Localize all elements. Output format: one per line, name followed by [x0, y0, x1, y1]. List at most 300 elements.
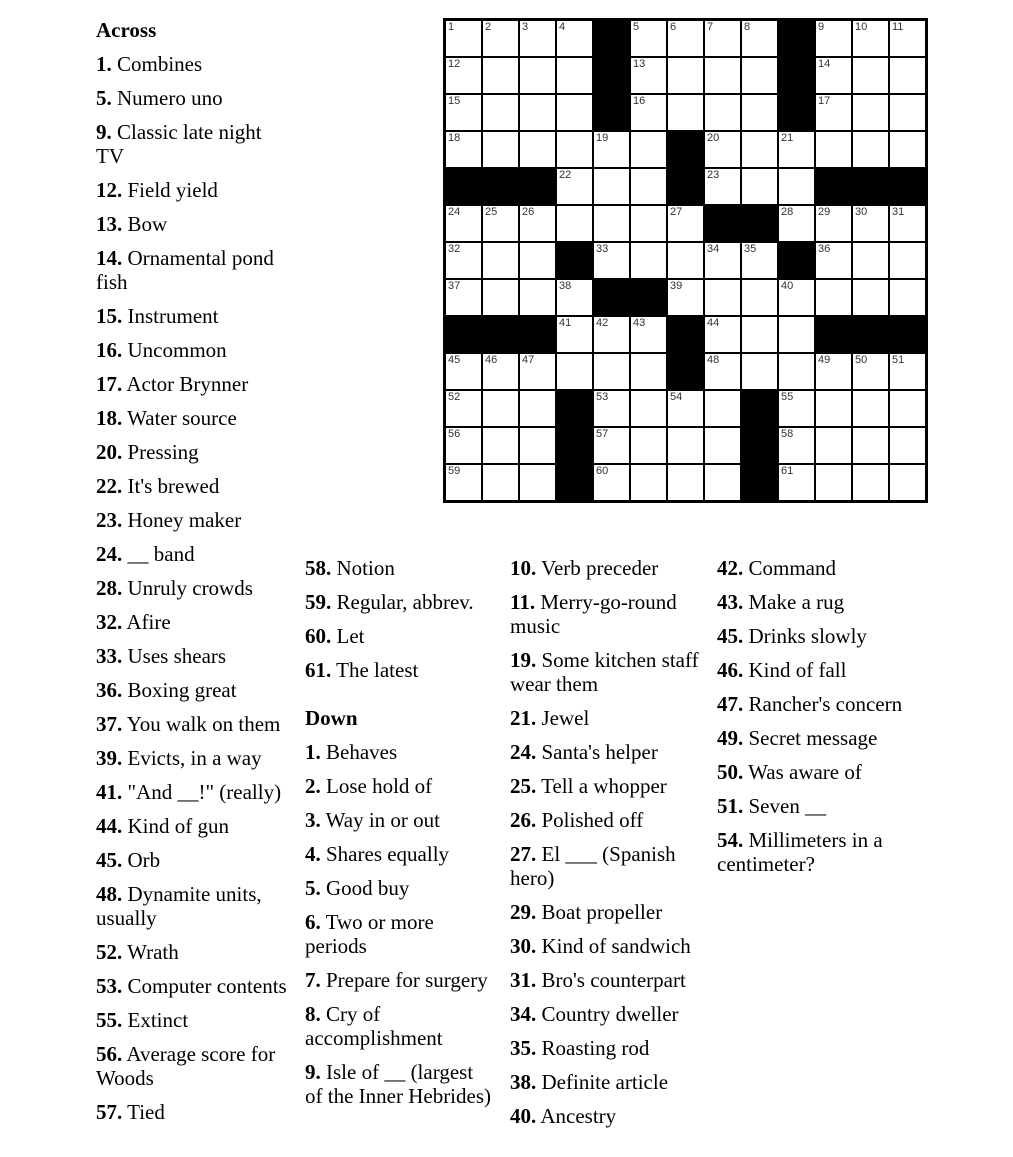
- cell-number: 51: [892, 354, 905, 366]
- grid-cell[interactable]: [556, 353, 593, 390]
- grid-cell[interactable]: [630, 464, 667, 501]
- grid-cell[interactable]: [519, 427, 556, 464]
- grid-cell[interactable]: [704, 464, 741, 501]
- across-clue-list: [96, 52, 293, 1124]
- grid-cell[interactable]: [519, 353, 556, 390]
- clue-number: 12.: [96, 178, 123, 202]
- clue-number: 60.: [305, 624, 332, 648]
- clue-across-61: 61. The latest: [305, 658, 419, 682]
- cell-number: 12: [448, 58, 461, 70]
- grid-cell-black: [815, 168, 852, 205]
- grid-cell[interactable]: [593, 464, 630, 501]
- clue-across-45: 45. Orb: [96, 848, 161, 872]
- grid-cell[interactable]: [482, 94, 519, 131]
- grid-cell[interactable]: [593, 427, 630, 464]
- grid-cell[interactable]: [556, 20, 593, 57]
- grid-cell[interactable]: [593, 242, 630, 279]
- clue-number: 9.: [305, 1060, 321, 1084]
- clue-number: 28.: [96, 576, 123, 600]
- grid-cell[interactable]: [852, 464, 889, 501]
- grid-cell[interactable]: [889, 242, 926, 279]
- grid-cell[interactable]: [519, 131, 556, 168]
- grid-cell[interactable]: [630, 353, 667, 390]
- clue-across-56: 56. Average score for Woods: [96, 1042, 276, 1090]
- cell-number: 57: [596, 428, 609, 440]
- clue-down-19: 19. Some kitchen staff wear them: [510, 648, 699, 696]
- grid-cell[interactable]: [704, 57, 741, 94]
- clue-column-mixed: [305, 556, 495, 1118]
- cell-number: 60: [596, 465, 609, 477]
- cell-number: 1: [448, 21, 455, 33]
- clue-number: 45.: [96, 848, 123, 872]
- grid-cell[interactable]: [815, 94, 852, 131]
- grid-cell-black: [667, 131, 704, 168]
- cell-number: 27: [670, 206, 683, 218]
- clue-down-27: 27. El ___ (Spanish hero): [510, 842, 676, 890]
- grid-cell[interactable]: [889, 390, 926, 427]
- cell-number: 8: [744, 21, 751, 33]
- cell-number: 13: [633, 58, 646, 70]
- grid-cell[interactable]: [556, 168, 593, 205]
- grid-cell[interactable]: [704, 94, 741, 131]
- grid-cell[interactable]: [519, 279, 556, 316]
- clue-number: 54.: [717, 828, 744, 852]
- grid-cell[interactable]: [482, 57, 519, 94]
- grid-cell[interactable]: [519, 205, 556, 242]
- grid-cell[interactable]: [519, 242, 556, 279]
- grid-cell[interactable]: [741, 57, 778, 94]
- grid-cell[interactable]: [852, 57, 889, 94]
- clue-down-3: 3. Way in or out: [305, 808, 440, 832]
- clue-number: 14.: [96, 246, 123, 270]
- clue-across-1: 1. Combines: [96, 52, 203, 76]
- clue-number: 24.: [510, 740, 537, 764]
- cell-number: 14: [818, 58, 831, 70]
- grid-cell[interactable]: [889, 464, 926, 501]
- clue-number: 25.: [510, 774, 537, 798]
- grid-cell[interactable]: [852, 427, 889, 464]
- cell-number: 49: [818, 354, 831, 366]
- cell-number: 39: [670, 280, 683, 292]
- grid-cell[interactable]: [815, 242, 852, 279]
- grid-cell-black: [889, 168, 926, 205]
- clue-number: 29.: [510, 900, 537, 924]
- grid-cell[interactable]: [889, 427, 926, 464]
- cell-number: 21: [781, 132, 794, 144]
- grid-cell[interactable]: [704, 20, 741, 57]
- grid-cell[interactable]: [519, 390, 556, 427]
- clue-number: 38.: [510, 1070, 537, 1094]
- grid-cell[interactable]: [667, 242, 704, 279]
- grid-cell[interactable]: [889, 353, 926, 390]
- grid-cell[interactable]: [815, 279, 852, 316]
- clue-across-52: 52. Wrath: [96, 940, 179, 964]
- grid-cell[interactable]: [889, 20, 926, 57]
- clue-down-29: 29. Boat propeller: [510, 900, 663, 924]
- grid-cell[interactable]: [667, 464, 704, 501]
- clue-across-16: 16. Uncommon: [96, 338, 227, 362]
- grid-cell[interactable]: [445, 205, 482, 242]
- clue-number: 45.: [717, 624, 744, 648]
- grid-cell[interactable]: [704, 242, 741, 279]
- clue-number: 3.: [305, 808, 321, 832]
- clue-down-30: 30. Kind of sandwich: [510, 934, 691, 958]
- clue-across-28: 28. Unruly crowds: [96, 576, 253, 600]
- grid-cell-black: [778, 20, 815, 57]
- grid-cell[interactable]: [556, 316, 593, 353]
- grid-cell[interactable]: [630, 242, 667, 279]
- clue-down-26: 26. Polished off: [510, 808, 644, 832]
- clue-across-32: 32. Afire: [96, 610, 171, 634]
- clue-number: 47.: [717, 692, 744, 716]
- clue-number: 21.: [510, 706, 537, 730]
- crossword-grid: [443, 18, 928, 503]
- grid-cell[interactable]: [778, 131, 815, 168]
- grid-cell[interactable]: [556, 57, 593, 94]
- grid-cell[interactable]: [556, 279, 593, 316]
- clue-down-34: 34. Country dweller: [510, 1002, 679, 1026]
- grid-cell[interactable]: [778, 279, 815, 316]
- grid-cell[interactable]: [778, 353, 815, 390]
- grid-cell[interactable]: [704, 353, 741, 390]
- grid-cell[interactable]: [778, 427, 815, 464]
- clue-down-9: 9. Isle of __ (largest of the Inner Hebrides): [305, 1060, 492, 1108]
- grid-cell[interactable]: [630, 390, 667, 427]
- cell-number: 17: [818, 95, 831, 107]
- grid-cell[interactable]: [778, 205, 815, 242]
- cell-number: 50: [855, 354, 868, 366]
- cell-number: 3: [522, 21, 529, 33]
- grid-cell[interactable]: [593, 316, 630, 353]
- clue-down-49: 49. Secret message: [717, 726, 878, 750]
- grid-cell[interactable]: [445, 427, 482, 464]
- grid-cell[interactable]: [482, 205, 519, 242]
- clue-number: 52.: [96, 940, 123, 964]
- grid-cell[interactable]: [667, 57, 704, 94]
- grid-cell-black: [778, 57, 815, 94]
- clue-down-31: 31. Bro's counterpart: [510, 968, 686, 992]
- grid-cell[interactable]: [852, 20, 889, 57]
- grid-cell[interactable]: [445, 57, 482, 94]
- clue-number: 42.: [717, 556, 744, 580]
- grid-cell[interactable]: [482, 427, 519, 464]
- cell-number: 16: [633, 95, 646, 107]
- grid-cell[interactable]: [815, 427, 852, 464]
- grid-cell[interactable]: [556, 205, 593, 242]
- grid-cell[interactable]: [445, 242, 482, 279]
- clue-across-37: 37. You walk on them: [96, 712, 281, 736]
- cell-number: 25: [485, 206, 498, 218]
- grid-cell[interactable]: [630, 427, 667, 464]
- grid-cell[interactable]: [852, 279, 889, 316]
- clue-down-5: 5. Good buy: [305, 876, 410, 900]
- across-clue-list-tail: [305, 556, 495, 682]
- grid-cell[interactable]: [852, 353, 889, 390]
- grid-cell[interactable]: [667, 390, 704, 427]
- clue-across-58: 58. Notion: [305, 556, 395, 580]
- clue-number: 19.: [510, 648, 537, 672]
- clue-down-10: 10. Verb preceder: [510, 556, 659, 580]
- grid-cell-black: [556, 427, 593, 464]
- clue-down-35: 35. Roasting rod: [510, 1036, 650, 1060]
- grid-cell[interactable]: [519, 20, 556, 57]
- grid-cell[interactable]: [815, 205, 852, 242]
- cell-number: 5: [633, 21, 640, 33]
- grid-cell-black: [630, 279, 667, 316]
- grid-cell[interactable]: [482, 279, 519, 316]
- clue-across-59: 59. Regular, abbrev.: [305, 590, 474, 614]
- clue-number: 5.: [305, 876, 321, 900]
- clue-across-39: 39. Evicts, in a way: [96, 746, 262, 770]
- grid-cell-black: [778, 242, 815, 279]
- grid-cell[interactable]: [482, 464, 519, 501]
- grid-cell[interactable]: [630, 57, 667, 94]
- cell-number: 26: [522, 206, 535, 218]
- cell-number: 36: [818, 243, 831, 255]
- grid-cell[interactable]: [519, 94, 556, 131]
- grid-cell[interactable]: [815, 20, 852, 57]
- clue-number: 59.: [305, 590, 332, 614]
- cell-number: 54: [670, 391, 683, 403]
- cell-number: 19: [596, 132, 609, 144]
- grid-cell[interactable]: [630, 20, 667, 57]
- clue-across-36: 36. Boxing great: [96, 678, 237, 702]
- clue-across-48: 48. Dynamite units, usually: [96, 882, 262, 930]
- cell-number: 52: [448, 391, 461, 403]
- clue-down-43: 43. Make a rug: [717, 590, 845, 614]
- grid-cell[interactable]: [593, 390, 630, 427]
- cell-number: 55: [781, 391, 794, 403]
- clue-number: 48.: [96, 882, 123, 906]
- clue-number: 33.: [96, 644, 123, 668]
- clue-number: 46.: [717, 658, 744, 682]
- grid-cell[interactable]: [704, 279, 741, 316]
- grid-cell[interactable]: [482, 131, 519, 168]
- clue-down-7: 7. Prepare for surgery: [305, 968, 488, 992]
- grid-cell[interactable]: [519, 464, 556, 501]
- grid-cell-black: [889, 316, 926, 353]
- clue-down-38: 38. Definite article: [510, 1070, 669, 1094]
- clue-across-57: 57. Tied: [96, 1100, 165, 1124]
- clue-number: 49.: [717, 726, 744, 750]
- grid-cell[interactable]: [667, 427, 704, 464]
- grid-cell[interactable]: [630, 205, 667, 242]
- cell-number: 61: [781, 465, 794, 477]
- grid-cell[interactable]: [667, 20, 704, 57]
- clue-across-22: 22. It's brewed: [96, 474, 220, 498]
- clue-across-20: 20. Pressing: [96, 440, 199, 464]
- clue-number: 27.: [510, 842, 537, 866]
- cell-number: 40: [781, 280, 794, 292]
- clue-across-13: 13. Bow: [96, 212, 168, 236]
- grid-cell-black: [741, 427, 778, 464]
- clue-number: 26.: [510, 808, 537, 832]
- grid-cell[interactable]: [741, 94, 778, 131]
- clue-across-41: 41. "And __!" (really): [96, 780, 282, 804]
- grid-cell[interactable]: [593, 353, 630, 390]
- grid-cell[interactable]: [445, 94, 482, 131]
- grid-cell[interactable]: [704, 316, 741, 353]
- clue-number: 23.: [96, 508, 123, 532]
- grid-cell[interactable]: [445, 390, 482, 427]
- cell-number: 53: [596, 391, 609, 403]
- cell-number: 28: [781, 206, 794, 218]
- grid-cell[interactable]: [852, 205, 889, 242]
- grid-cell[interactable]: [630, 316, 667, 353]
- grid-cell[interactable]: [593, 205, 630, 242]
- grid-cell[interactable]: [889, 205, 926, 242]
- clue-number: 1.: [305, 740, 321, 764]
- cell-number: 32: [448, 243, 461, 255]
- cell-number: 48: [707, 354, 720, 366]
- grid-cell[interactable]: [630, 131, 667, 168]
- grid-cell[interactable]: [889, 131, 926, 168]
- clue-number: 53.: [96, 974, 123, 998]
- clue-number: 39.: [96, 746, 123, 770]
- grid-cell-black: [593, 279, 630, 316]
- cell-number: 24: [448, 206, 461, 218]
- clue-down-21: 21. Jewel: [510, 706, 590, 730]
- grid-cell[interactable]: [445, 353, 482, 390]
- clue-across-44: 44. Kind of gun: [96, 814, 229, 838]
- clue-across-23: 23. Honey maker: [96, 508, 242, 532]
- clue-down-40: 40. Ancestry: [510, 1104, 617, 1128]
- grid-cell-black: [741, 205, 778, 242]
- cell-number: 43: [633, 317, 646, 329]
- clue-number: 10.: [510, 556, 537, 580]
- grid-cell[interactable]: [630, 168, 667, 205]
- grid-cell[interactable]: [519, 57, 556, 94]
- grid-cell[interactable]: [889, 279, 926, 316]
- grid-cell[interactable]: [667, 94, 704, 131]
- grid-cell[interactable]: [852, 242, 889, 279]
- clue-number: 16.: [96, 338, 123, 362]
- cell-number: 41: [559, 317, 572, 329]
- clue-across-33: 33. Uses shears: [96, 644, 227, 668]
- cell-number: 2: [485, 21, 492, 33]
- grid-cell[interactable]: [445, 279, 482, 316]
- cell-number: 7: [707, 21, 714, 33]
- clue-down-54: 54. Millimeters in a centimeter?: [717, 828, 883, 876]
- clue-across-17: 17. Actor Brynner: [96, 372, 249, 396]
- cell-number: 30: [855, 206, 868, 218]
- grid-cell[interactable]: [741, 279, 778, 316]
- clue-across-53: 53. Computer contents: [96, 974, 287, 998]
- grid-cell[interactable]: [482, 242, 519, 279]
- grid-cell[interactable]: [852, 94, 889, 131]
- grid-cell[interactable]: [778, 316, 815, 353]
- clue-down-6: 6. Two or more periods: [305, 910, 434, 958]
- clue-number: 15.: [96, 304, 123, 328]
- clue-column-across: [96, 18, 293, 1134]
- grid-cell[interactable]: [704, 427, 741, 464]
- clue-down-11: 11. Merry-go-round music: [510, 590, 677, 638]
- grid-cell[interactable]: [741, 131, 778, 168]
- clue-down-45: 45. Drinks slowly: [717, 624, 867, 648]
- grid-cell[interactable]: [741, 168, 778, 205]
- grid-cell[interactable]: [741, 353, 778, 390]
- cell-number: 22: [559, 169, 572, 181]
- clue-across-14: 14. Ornamental pond fish: [96, 246, 274, 294]
- cell-number: 20: [707, 132, 720, 144]
- grid-cell[interactable]: [778, 464, 815, 501]
- grid-cell[interactable]: [445, 464, 482, 501]
- grid-cell[interactable]: [630, 94, 667, 131]
- grid-cell[interactable]: [815, 353, 852, 390]
- cell-number: 10: [855, 21, 868, 33]
- grid-cell[interactable]: [482, 390, 519, 427]
- clue-across-15: 15. Instrument: [96, 304, 219, 328]
- grid-cell[interactable]: [852, 131, 889, 168]
- grid-cell[interactable]: [778, 390, 815, 427]
- grid-cell[interactable]: [482, 20, 519, 57]
- grid-cell[interactable]: [704, 131, 741, 168]
- clue-down-47: 47. Rancher's concern: [717, 692, 903, 716]
- clue-number: 44.: [96, 814, 123, 838]
- clue-down-2: 2. Lose hold of: [305, 774, 433, 798]
- grid-cell[interactable]: [667, 279, 704, 316]
- grid-cell-black: [445, 168, 482, 205]
- cell-number: 37: [448, 280, 461, 292]
- grid-cell[interactable]: [556, 131, 593, 168]
- grid-cell[interactable]: [445, 20, 482, 57]
- clue-number: 11.: [510, 590, 536, 614]
- cell-number: 9: [818, 21, 825, 33]
- clue-across-12: 12. Field yield: [96, 178, 218, 202]
- clue-column-down-mid: [510, 556, 710, 1138]
- grid-cell-black: [741, 390, 778, 427]
- grid-cell-black: [667, 168, 704, 205]
- clue-number: 35.: [510, 1036, 537, 1060]
- clue-number: 4.: [305, 842, 321, 866]
- grid-cell[interactable]: [667, 205, 704, 242]
- grid-cell[interactable]: [741, 316, 778, 353]
- grid-cell[interactable]: [815, 131, 852, 168]
- grid-cell[interactable]: [704, 390, 741, 427]
- clue-number: 2.: [305, 774, 321, 798]
- cell-number: 11: [892, 21, 904, 33]
- cell-number: 45: [448, 354, 461, 366]
- clue-number: 22.: [96, 474, 123, 498]
- grid-cell[interactable]: [815, 390, 852, 427]
- grid-cell[interactable]: [815, 464, 852, 501]
- clue-number: 32.: [96, 610, 123, 634]
- grid-cell-black: [556, 464, 593, 501]
- clue-number: 58.: [305, 556, 332, 580]
- grid-cell[interactable]: [889, 57, 926, 94]
- grid-cell[interactable]: [593, 131, 630, 168]
- grid-cell[interactable]: [741, 20, 778, 57]
- grid-cell[interactable]: [593, 168, 630, 205]
- cell-number: 58: [781, 428, 794, 440]
- grid-cell[interactable]: [778, 168, 815, 205]
- grid-cell[interactable]: [889, 94, 926, 131]
- grid-cell[interactable]: [741, 242, 778, 279]
- grid-cell[interactable]: [704, 168, 741, 205]
- clue-number: 5.: [96, 86, 112, 110]
- grid-cell[interactable]: [445, 131, 482, 168]
- clue-number: 20.: [96, 440, 123, 464]
- grid-cell[interactable]: [815, 57, 852, 94]
- clue-number: 57.: [96, 1100, 123, 1124]
- clue-across-18: 18. Water source: [96, 406, 237, 430]
- grid-cell[interactable]: [482, 353, 519, 390]
- grid-cell[interactable]: [556, 94, 593, 131]
- clue-number: 40.: [510, 1104, 537, 1128]
- cell-number: 15: [448, 95, 461, 107]
- grid-cell[interactable]: [852, 390, 889, 427]
- across-heading: Across: [96, 18, 157, 42]
